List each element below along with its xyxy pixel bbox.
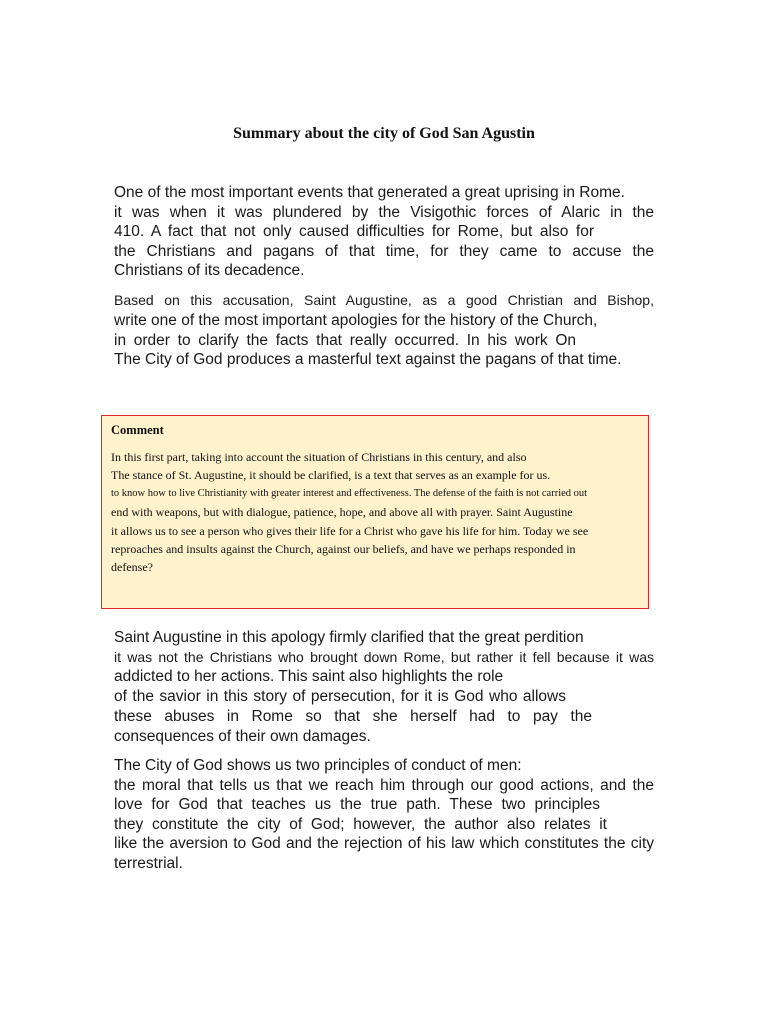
paragraph-1-line: One of the most important events that generated a great uprising in Rome.: [114, 184, 625, 201]
paragraph-4: [114, 756, 654, 874]
paragraph-4-line: The City of God shows us two principles of conduct of men:: [114, 757, 522, 774]
paragraph-3-line: these abuses in Rome so that she herself had to pay the: [114, 707, 592, 725]
paragraph-1-line: it was when it was plundered by the Visigothic forces of Alaric in the: [114, 203, 654, 221]
comment-line: In this first part, taking into account the situation of Christians in this century, and also: [111, 450, 527, 464]
paragraph-4-line: terrestrial.: [114, 854, 183, 872]
paragraph-4-line: love for God that teaches us the true path. These two principles: [114, 796, 600, 814]
paragraph-3-line: addicted to her actions. This saint also highlights the role: [114, 668, 504, 686]
paragraph-2-line: in order to clarify the facts that really occurred. In his work On: [114, 331, 576, 349]
comment-line: defense?: [111, 560, 153, 575]
comment-line: The stance of St. Augustine, it should be clarified, is a text that serves as an example for us.: [111, 468, 551, 483]
paragraph-3: [114, 628, 654, 746]
paragraph-1-line: the Christians and pagans of that time, for they came to accuse the: [114, 242, 654, 260]
document-title: Summary about the city of God San Agustin: [233, 125, 535, 142]
paragraph-4-line: like the aversion to God and the rejection of his law which constitutes the city: [114, 835, 654, 853]
paragraph-1: [114, 183, 654, 281]
comment-box: [101, 415, 649, 609]
paragraph-3-line: Saint Augustine in this apology firmly clarified that the great perdition: [114, 629, 584, 646]
paragraph-1-line: 410. A fact that not only caused difficulties for Rome, but also for: [114, 223, 594, 241]
paragraph-4-line: they constitute the city of God; however, the author also relates it: [114, 815, 607, 833]
paragraph-2-line: write one of the most important apologies for the history of the Church,: [114, 311, 598, 329]
paragraph-3-line: it was not the Christians who brought down Rome, but rather it fell because it was: [114, 648, 654, 665]
comment-line: reproaches and insults against the Church, against our beliefs, and have we perhaps responded in: [111, 541, 576, 556]
comment-line: to know how to live Christianity with greater interest and effectiveness. The defense of the faith is not carried out: [111, 487, 588, 499]
comment-line: end with weapons, but with dialogue, patience, hope, and above all with prayer. Saint Augustine: [111, 505, 573, 520]
comment-line: it allows us to see a person who gives their life for a Christ who gave his life for him. Today we see: [111, 523, 589, 538]
paragraph-2-line: Based on this accusation, Saint Augustine, as a good Christian and Bishop,: [114, 292, 654, 308]
paragraph-4-line: the moral that tells us that we reach him through our good actions, and the: [114, 776, 654, 794]
comment-title: Comment: [111, 423, 164, 437]
paragraph-2-line: The City of God produces a masterful text against the pagans of that time.: [114, 351, 622, 369]
paragraph-2: [114, 291, 654, 370]
comment-body: [111, 448, 631, 577]
paragraph-1-line: Christians of its decadence.: [114, 262, 305, 280]
paragraph-3-line: of the savior in this story of persecution, for it is God who allows: [114, 688, 566, 706]
paragraph-3-line: consequences of their own damages.: [114, 727, 371, 745]
